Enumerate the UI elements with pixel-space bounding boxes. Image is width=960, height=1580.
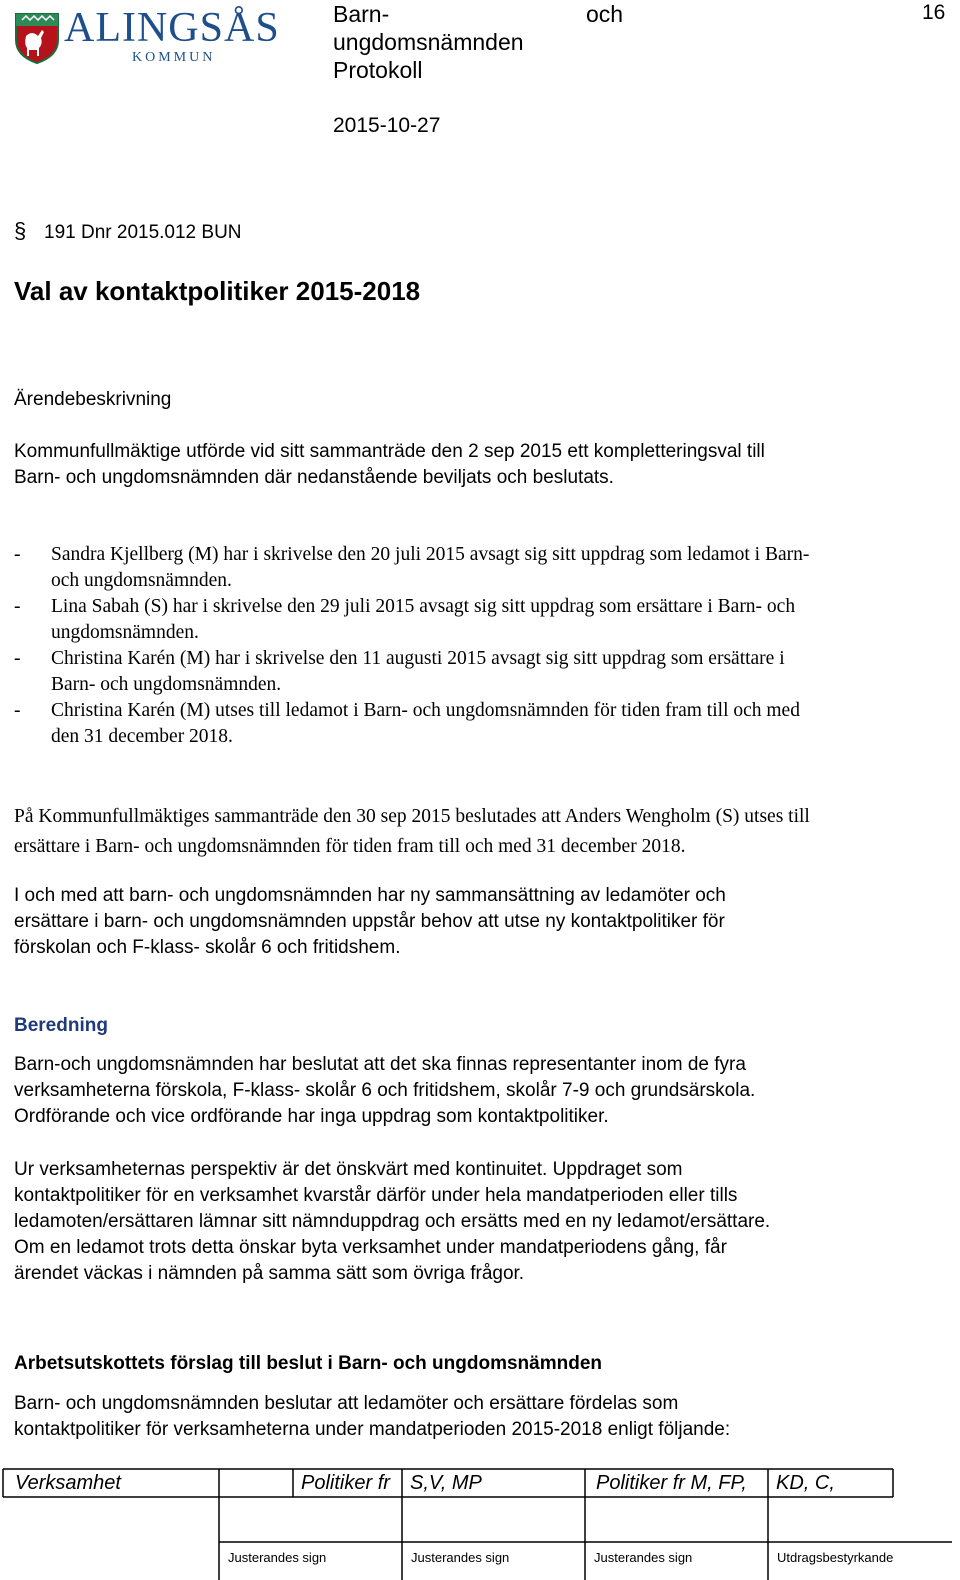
list-item-line: Barn- och ungdomsnämnden. [51,674,282,695]
header-title-line2: ungdomsnämnden [333,29,524,55]
paragraph-continuity [14,1157,770,1287]
text-line: Kommunfullmäktige utförde vid sitt sammanträde den 2 sep 2015 ett kompletteringsval till [14,441,765,462]
list-item-line: ungdomsnämnden. [51,622,199,643]
signature-label: Justerandes sign [594,1550,693,1565]
table-header-verksamhet: Verksamhet [15,1472,121,1494]
list-item: - Lina Sabah (S) har i skrivelse den 29 juli 2015 avsagt sig sitt uppdrag som ersättare i Barn- och ungdomsnämnden. [14,594,939,646]
page-number: 16 [922,1,946,24]
paragraph-wengholm [14,802,810,862]
text-line: Barn-och ungdomsnämnden har beslutat att det ska finnas representanter inom de fyra [14,1054,746,1075]
paragraph-beredning [14,1052,755,1130]
text-line: ersättare i barn- och ungdomsnämnden uppstår behov att utse ny kontaktpolitiker för [14,911,725,932]
table-header-parties-kdc: KD, C, [776,1472,835,1494]
list-item: - Sandra Kjellberg (M) har i skrivelse den 20 juli 2015 avsagt sig sitt uppdrag som ledamot i Barn- och ungdomsnämnden. [14,542,939,594]
list-item-line: och ungdomsnämnden. [51,570,232,591]
paragraph-decision [14,1391,730,1443]
header-title-line3: Protokoll [333,57,423,83]
section-heading-arendebeskrivning: Ärendebeskrivning [14,389,172,410]
alingsas-logo [14,6,289,66]
table-header-politiker-svmp: Politiker fr [301,1472,390,1494]
list-item: - Christina Karén (M) utses till ledamot i Barn- och ungdomsnämnden för tiden fram till och med den 31 december 2018. [14,698,939,750]
text-line: kontaktpolitiker för verksamheterna under mandatperioden 2015-2018 enligt följande: [14,1419,731,1440]
text-line: verksamheterna förskola, F-klass- skolår 6 och fritidshem, skolår 7-9 och grundsärskola. [14,1080,756,1101]
paragraph-need [14,883,726,961]
list-item: - Christina Karén (M) har i skrivelse den 11 augusti 2015 avsagt sig sitt uppdrag som ersättare i Barn- och ungdomsnämnden. [14,646,939,698]
paragraph-description [14,439,765,491]
protocol-date: 2015-10-27 [333,114,441,137]
section-heading-forslag: Arbetsutskottets förslag till beslut i Barn- och ungdomsnämnden [14,1353,602,1374]
table-header-parties-svmp: S,V, MP [410,1472,482,1494]
paragraph-ref-text: 191 Dnr 2015.012 BUN [44,222,242,243]
text-line: Barn- och ungdomsnämnden beslutar att ledamöter och ersättare fördelas som [14,1393,679,1414]
list-item-line: Sandra Kjellberg (M) har i skrivelse den 20 juli 2015 avsagt sig sitt uppdrag som ledamot i Barn- [51,544,810,565]
text-line: På Kommunfullmäktiges sammanträde den 30 sep 2015 beslutades att Anders Wengholm (S) utses till [14,806,810,827]
text-line: Om en ledamot trots detta önskar byta verksamhet under mandatperiodens gång, får [14,1237,727,1258]
signature-label: Justerandes sign [228,1550,327,1565]
text-line: Barn- och ungdomsnämnden där nedanstående beviljats och beslutats. [14,467,614,488]
text-line: ersättare i Barn- och ungdomsnämnden för tiden fram till och med 31 december 2018. [14,836,686,857]
resignation-list [14,542,939,750]
list-item-line: Lina Sabah (S) har i skrivelse den 29 juli 2015 avsagt sig sitt uppdrag som ersättare i Barn- och [51,596,796,617]
page-title: Val av kontaktpolitiker 2015-2018 [14,276,421,306]
text-line: Ordförande och vice ordförande har inga uppdrag som kontaktpolitiker. [14,1106,609,1127]
logo-subtext: KOMMUN [132,50,216,65]
list-item-line: Christina Karén (M) har i skrivelse den 11 augusti 2015 avsagt sig sitt uppdrag som ersättare i [51,648,785,669]
header-title-line1: Barn- [333,1,390,27]
text-line: Ur verksamheternas perspektiv är det önskvärt med kontinuitet. Uppdraget som [14,1159,683,1180]
certification-label: Utdragsbestyrkande [777,1550,894,1565]
list-item-line: Christina Karén (M) utses till ledamot i Barn- och ungdomsnämnden för tiden fram till och med [51,700,800,721]
signature-label: Justerandes sign [411,1550,510,1565]
text-line: förskolan och F-klass- skolår 6 och fritidshem. [14,937,401,958]
section-sign-icon: § [14,218,27,243]
text-line: ärendet väckas i nämnden på samma sätt som övriga frågor. [14,1263,525,1284]
text-line: I och med att barn- och ungdomsnämnden har ny sammansättning av ledamöter och [14,885,726,906]
text-line: ledamoten/ersättaren lämnar sitt nämnduppdrag och ersätts med en ny ledamot/ersättare. [14,1211,771,1232]
paragraph-reference [14,218,242,244]
text-line: kontaktpolitiker för en verksamhet kvarstår därför under hela mandatperioden eller tills [14,1185,738,1206]
table-header-politiker-mfp: Politiker fr M, FP, [596,1472,747,1494]
logo-text: ALINGSÅS [64,5,280,51]
section-heading-beredning: Beredning [14,1015,108,1036]
header-title-och: och [586,1,624,27]
list-item-line: den 31 december 2018. [51,726,233,747]
